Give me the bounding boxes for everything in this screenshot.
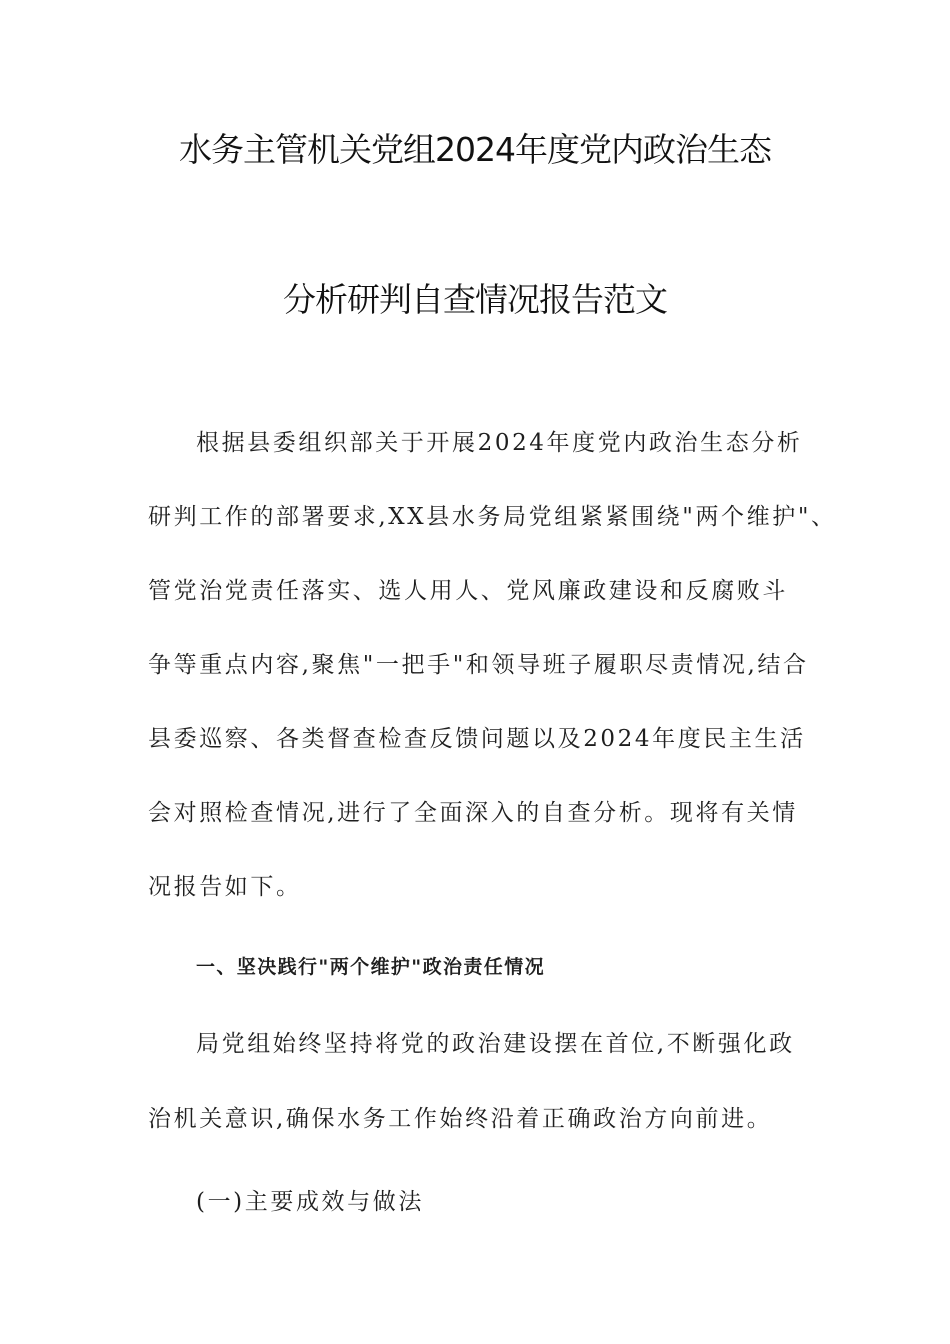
paragraph-1-line-2: 研判工作的部署要求,XX县水务局党组紧紧围绕"两个维护"、: [148, 504, 837, 530]
paragraph-2-line-2: 治机关意识,确保水务工作始终沿着正确政治方向前进。: [148, 1106, 773, 1132]
document-title-line-1: 水务主管机关党组2024年度党内政治生态: [179, 130, 771, 169]
paragraph-2-line-1: 局党组始终坚持将党的政治建设摆在首位,不断强化政: [196, 1031, 795, 1057]
subsection-1-heading: (一)主要成效与做法: [196, 1189, 424, 1215]
paragraph-1-line-3: 管党治党责任落实、选人用人、党风廉政建设和反腐败斗: [148, 578, 788, 604]
paragraph-1-line-4: 争等重点内容,聚焦"一把手"和领导班子履职尽责情况,结合: [148, 652, 809, 678]
paragraph-1-line-1: 根据县委组织部关于开展2024年度党内政治生态分析: [196, 430, 803, 456]
paragraph-1-line-7: 况报告如下。: [148, 874, 302, 900]
paragraph-1-line-5: 县委巡察、各类督查检查反馈问题以及2024年度民主生活: [148, 726, 806, 752]
section-1-heading: 一、坚决践行"两个维护"政治责任情况: [196, 956, 545, 978]
document-title-line-2: 分析研判自查情况报告范文: [283, 280, 667, 319]
paragraph-1-line-6: 会对照检查情况,进行了全面深入的自查分析。现将有关情: [148, 800, 798, 826]
